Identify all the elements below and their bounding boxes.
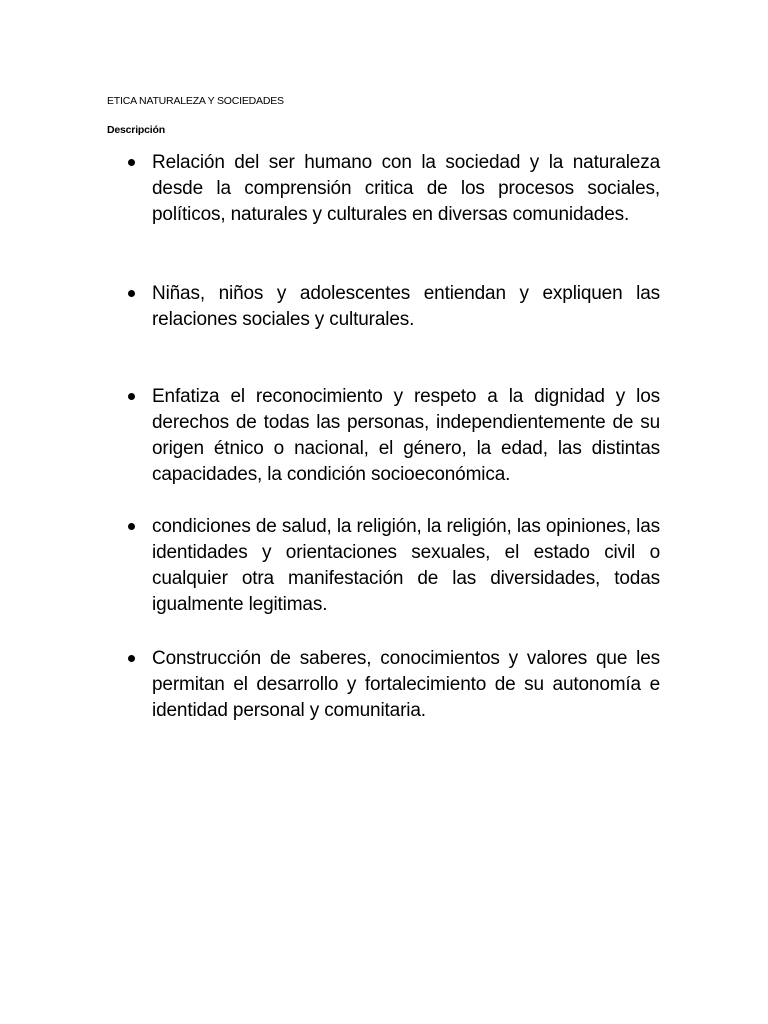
bullet-dot-icon <box>128 393 135 400</box>
bullet-item <box>152 646 660 724</box>
bullet-text: Enfatiza el reconocimiento y respeto a la dignidad y los derechos de todas las personas, independientemente de su origen étnico o nacional, el género, la edad, las distintas capacidades, la condición socioeconómica. <box>152 386 660 485</box>
bullet-dot-icon <box>128 159 135 166</box>
bullet-item <box>152 150 660 228</box>
section-heading: Descripción <box>107 124 165 136</box>
bullet-text: condiciones de salud, la religión, la religión, las opiniones, las identidades y orientaciones sexuales, el estado civil o cualquier otra manifestación de las diversidades, todas igualmente legitimas. <box>152 516 660 615</box>
bullet-text: Construcción de saberes, conocimientos y valores que les permitan el desarrollo y fortalecimiento de su autonomía e identidad personal y comunitaria. <box>152 648 660 721</box>
document-title: ETICA NATURALEZA Y SOCIEDADES <box>107 95 284 107</box>
bullet-item <box>152 514 660 618</box>
bullet-dot-icon <box>128 290 135 297</box>
bullet-text: Relación del ser humano con la sociedad y la naturaleza desde la comprensión critica de los procesos sociales, políticos, naturales y culturales en diversas comunidades. <box>152 152 660 225</box>
bullet-item <box>152 384 660 488</box>
bullet-dot-icon <box>128 655 135 662</box>
bullet-dot-icon <box>128 523 135 530</box>
bullet-item <box>152 281 660 333</box>
bullet-text: Niñas, niños y adolescentes entiendan y expliquen las relaciones sociales y culturales. <box>152 283 660 330</box>
